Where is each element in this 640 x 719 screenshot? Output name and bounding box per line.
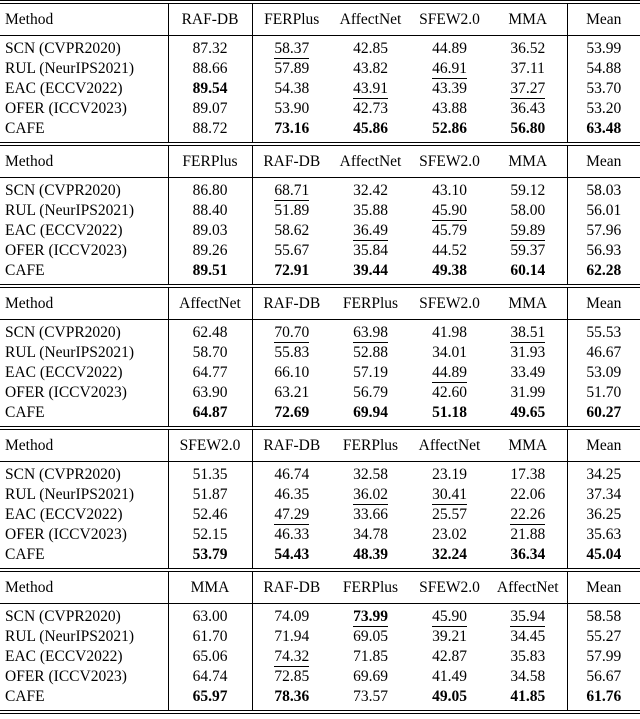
method-cell: CAFE — [5, 404, 45, 421]
underlined-value: 43.91 — [353, 80, 388, 97]
value-cell: 64.77 — [168, 363, 252, 383]
col-header-raf-db: RAF-DB — [168, 2, 252, 36]
value-cell: 69.69 — [353, 668, 388, 685]
value-cell: 55.83 — [252, 343, 331, 363]
value-cell: 72.91 — [252, 261, 331, 284]
value-cell: 46.35 — [252, 485, 331, 505]
value-cell: 46.67 — [567, 343, 640, 363]
table-row-cafe — [0, 545, 640, 568]
header-row — [0, 570, 640, 604]
value-cell: 53.09 — [567, 363, 640, 383]
underlined-value: 70.70 — [274, 324, 310, 341]
method-cell: OFER (ICCV2023) — [5, 668, 127, 685]
value-cell: 69.05 — [353, 628, 388, 645]
value-cell: 49.38 — [432, 262, 467, 279]
value-cell: 56.80 — [510, 120, 546, 137]
col-header-method: Method — [0, 144, 168, 178]
value-cell: 51.18 — [432, 404, 467, 421]
underlined-value: 45.90 — [432, 202, 467, 219]
underlined-value: 45.90 — [432, 608, 467, 625]
table-row-scn-cvpr2020 — [0, 604, 640, 628]
value-cell: 32.58 — [353, 466, 388, 483]
method-cell: EAC (ECCV2022) — [5, 506, 123, 523]
value-cell: 41.49 — [432, 668, 467, 685]
table-body — [0, 462, 640, 569]
method-cell: RUL (NeurIPS2021) — [5, 344, 135, 361]
method-cell: SCN (CVPR2020) — [5, 608, 121, 625]
value-cell — [489, 320, 567, 344]
value-cell: 55.53 — [567, 320, 640, 344]
value-cell — [410, 59, 489, 79]
value-cell: 74.09 — [252, 604, 331, 628]
value-cell: 57.96 — [567, 221, 640, 241]
value-cell: 72.85 — [252, 667, 331, 687]
value-cell — [252, 178, 331, 202]
table-row-rul-neurips2021 — [0, 59, 640, 79]
eval-table-source-mma — [0, 568, 640, 714]
value-cell: 42.87 — [432, 648, 467, 665]
value-cell: 35.63 — [567, 525, 640, 545]
value-cell: 36.34 — [510, 546, 546, 563]
value-cell: 23.19 — [432, 466, 467, 483]
value-cell: 44.52 — [432, 242, 467, 259]
value-cell: 56.93 — [567, 241, 640, 261]
value-cell — [331, 320, 410, 344]
table-row-scn-cvpr2020 — [0, 178, 640, 202]
value-cell: 52.46 — [168, 505, 252, 525]
method-cell: OFER (ICCV2023) — [5, 526, 127, 543]
value-cell: 54.38 — [252, 79, 331, 99]
method-cell: RUL (NeurIPS2021) — [5, 60, 135, 77]
table-body — [0, 36, 640, 143]
col-header-method: Method — [0, 428, 168, 462]
value-cell — [489, 505, 567, 525]
value-cell: 58.62 — [252, 221, 331, 241]
value-cell: 55.67 — [252, 241, 331, 261]
value-cell: 42.73 — [353, 100, 388, 117]
value-cell: 36.43 — [510, 100, 546, 117]
table-row-ofer-iccv2023 — [0, 667, 640, 687]
value-cell: 48.39 — [353, 546, 388, 563]
value-cell: 86.80 — [168, 178, 252, 202]
col-header-ferplus: FERPlus — [331, 570, 410, 604]
value-cell — [410, 485, 489, 505]
value-cell — [489, 221, 567, 241]
value-cell: 45.04 — [567, 545, 640, 568]
value-cell: 37.11 — [510, 60, 545, 77]
underlined-value: 46.91 — [432, 60, 467, 77]
method-cell: RUL (NeurIPS2021) — [5, 628, 135, 645]
method-cell: EAC (ECCV2022) — [5, 80, 123, 97]
col-header-mean: Mean — [567, 286, 640, 320]
col-header-raf-db: RAF-DB — [252, 570, 331, 604]
col-header-mean: Mean — [567, 570, 640, 604]
value-cell: 65.06 — [168, 647, 252, 667]
value-cell: 71.85 — [353, 648, 388, 665]
value-cell — [489, 79, 567, 99]
table-row-ofer-iccv2023 — [0, 241, 640, 261]
value-cell: 35.88 — [353, 202, 388, 219]
value-cell: 46.74 — [252, 462, 331, 486]
value-cell: 63.90 — [168, 383, 252, 403]
col-header-sfew2-0: SFEW2.0 — [168, 428, 252, 462]
eval-table-source-affectnet — [0, 284, 640, 426]
value-cell — [410, 201, 489, 221]
value-cell: 56.01 — [567, 201, 640, 221]
table-body — [0, 178, 640, 285]
col-header-affectnet: AffectNet — [331, 2, 410, 36]
value-cell: 69.94 — [353, 404, 388, 421]
col-header-ferplus: FERPlus — [168, 144, 252, 178]
value-cell — [331, 604, 410, 628]
value-cell: 63.00 — [168, 604, 252, 628]
value-cell: 58.58 — [567, 604, 640, 628]
value-cell: 53.70 — [567, 79, 640, 99]
table-row-ofer-iccv2023 — [0, 525, 640, 545]
value-cell: 37.34 — [567, 485, 640, 505]
table-row-scn-cvpr2020 — [0, 462, 640, 486]
header-row — [0, 144, 640, 178]
value-cell: 43.10 — [432, 182, 467, 199]
table-row-cafe — [0, 261, 640, 284]
value-cell: 46.33 — [252, 525, 331, 545]
value-cell: 88.72 — [168, 119, 252, 142]
value-cell: 22.06 — [510, 486, 546, 503]
table-row-rul-neurips2021 — [0, 201, 640, 221]
method-cell: CAFE — [5, 546, 45, 563]
value-cell: 44.89 — [432, 40, 467, 57]
value-cell: 87.32 — [168, 36, 252, 60]
method-cell: EAC (ECCV2022) — [5, 648, 123, 665]
eval-table-source-ferplus — [0, 142, 640, 284]
value-cell: 63.21 — [252, 383, 331, 403]
value-cell: 21.88 — [510, 526, 546, 543]
eval-table-source-raf-db — [0, 0, 640, 142]
value-cell: 31.99 — [510, 384, 546, 401]
col-header-affectnet: AffectNet — [410, 428, 489, 462]
value-cell: 73.16 — [252, 119, 331, 142]
underlined-value: 73.99 — [353, 608, 388, 625]
value-cell: 34.78 — [353, 526, 388, 543]
value-cell: 58.70 — [168, 343, 252, 363]
value-cell — [410, 363, 489, 383]
value-cell: 62.28 — [567, 261, 640, 284]
table-row-ofer-iccv2023 — [0, 99, 640, 119]
method-cell: CAFE — [5, 262, 45, 279]
value-cell: 65.97 — [168, 687, 252, 712]
method-cell: OFER (ICCV2023) — [5, 384, 127, 401]
method-cell: CAFE — [5, 120, 45, 137]
value-cell — [252, 647, 331, 667]
col-header-mma: MMA — [489, 144, 567, 178]
value-cell: 64.87 — [168, 403, 252, 426]
col-header-mma: MMA — [489, 428, 567, 462]
value-cell: 41.85 — [510, 688, 546, 705]
value-cell: 59.12 — [510, 182, 546, 199]
table-row-rul-neurips2021 — [0, 343, 640, 363]
method-cell: OFER (ICCV2023) — [5, 242, 127, 259]
value-cell — [410, 604, 489, 628]
value-cell: 60.27 — [567, 403, 640, 426]
value-cell — [331, 485, 410, 505]
col-header-mean: Mean — [567, 2, 640, 36]
underlined-value: 36.49 — [353, 222, 388, 239]
value-cell: 58.03 — [567, 178, 640, 202]
underlined-value: 74.32 — [274, 648, 310, 665]
header-row — [0, 286, 640, 320]
value-cell: 17.38 — [510, 466, 546, 483]
method-cell: SCN (CVPR2020) — [5, 466, 121, 483]
value-cell: 43.39 — [432, 80, 467, 97]
method-cell: CAFE — [5, 688, 45, 705]
table-row-cafe — [0, 119, 640, 142]
value-cell: 58.00 — [510, 202, 546, 219]
table-row-scn-cvpr2020 — [0, 320, 640, 344]
value-cell: 42.85 — [353, 40, 388, 57]
value-cell: 53.20 — [567, 99, 640, 119]
value-cell: 89.51 — [168, 261, 252, 284]
underlined-value: 59.89 — [510, 222, 546, 239]
value-cell: 51.87 — [168, 485, 252, 505]
value-cell: 43.88 — [432, 100, 467, 117]
value-cell: 89.03 — [168, 221, 252, 241]
table-row-scn-cvpr2020 — [0, 36, 640, 60]
value-cell: 54.43 — [252, 545, 331, 568]
value-cell: 57.99 — [567, 647, 640, 667]
table-row-eac-eccv2022 — [0, 647, 640, 667]
value-cell: 49.65 — [510, 404, 546, 421]
col-header-method: Method — [0, 570, 168, 604]
value-cell: 66.10 — [252, 363, 331, 383]
value-cell: 39.44 — [353, 262, 388, 279]
col-header-mma: MMA — [168, 570, 252, 604]
value-cell: 41.98 — [432, 324, 467, 341]
col-header-ferplus: FERPlus — [331, 286, 410, 320]
table-body — [0, 320, 640, 427]
value-cell: 89.26 — [168, 241, 252, 261]
underlined-value: 68.71 — [274, 182, 310, 199]
value-cell: 49.05 — [432, 688, 467, 705]
value-cell: 32.24 — [432, 546, 467, 563]
value-cell: 51.35 — [168, 462, 252, 486]
value-cell: 89.54 — [168, 79, 252, 99]
col-header-raf-db: RAF-DB — [252, 144, 331, 178]
value-cell — [331, 79, 410, 99]
col-header-mean: Mean — [567, 144, 640, 178]
value-cell: 53.90 — [252, 99, 331, 119]
underlined-value: 44.89 — [432, 364, 467, 381]
method-cell: SCN (CVPR2020) — [5, 324, 121, 341]
table-row-eac-eccv2022 — [0, 79, 640, 99]
col-header-mean: Mean — [567, 428, 640, 462]
value-cell: 36.52 — [510, 40, 546, 57]
value-cell: 34.58 — [510, 668, 546, 685]
method-cell: EAC (ECCV2022) — [5, 364, 123, 381]
value-cell: 42.60 — [432, 384, 467, 401]
value-cell: 33.49 — [510, 364, 546, 381]
col-header-sfew2-0: SFEW2.0 — [410, 2, 489, 36]
col-header-sfew2-0: SFEW2.0 — [410, 144, 489, 178]
value-cell: 56.67 — [567, 667, 640, 687]
value-cell: 52.15 — [168, 525, 252, 545]
underlined-value: 37.27 — [510, 80, 546, 97]
col-header-method: Method — [0, 286, 168, 320]
header-row — [0, 2, 640, 36]
value-cell: 34.25 — [567, 462, 640, 486]
value-cell: 45.86 — [353, 120, 388, 137]
value-cell: 53.79 — [168, 545, 252, 568]
value-cell: 61.70 — [168, 627, 252, 647]
underlined-value: 36.02 — [353, 486, 388, 503]
value-cell: 53.99 — [567, 36, 640, 60]
value-cell: 54.88 — [567, 59, 640, 79]
value-cell: 34.45 — [510, 628, 546, 645]
value-cell: 63.48 — [567, 119, 640, 142]
table-row-ofer-iccv2023 — [0, 383, 640, 403]
method-cell: OFER (ICCV2023) — [5, 100, 127, 117]
table-row-rul-neurips2021 — [0, 485, 640, 505]
underlined-value: 30.41 — [432, 486, 467, 503]
underlined-value: 35.94 — [510, 608, 546, 625]
col-header-raf-db: RAF-DB — [252, 428, 331, 462]
value-cell: 62.48 — [168, 320, 252, 344]
value-cell: 52.86 — [432, 120, 467, 137]
table-row-eac-eccv2022 — [0, 363, 640, 383]
col-header-sfew2-0: SFEW2.0 — [410, 286, 489, 320]
value-cell: 73.57 — [353, 688, 388, 705]
value-cell: 34.01 — [432, 344, 467, 361]
value-cell: 89.07 — [168, 99, 252, 119]
eval-table-source-sfew2-0 — [0, 426, 640, 568]
col-header-raf-db: RAF-DB — [252, 286, 331, 320]
value-cell: 57.19 — [353, 364, 388, 381]
value-cell: 88.66 — [168, 59, 252, 79]
value-cell: 56.79 — [353, 384, 388, 401]
value-cell: 64.74 — [168, 667, 252, 687]
value-cell: 72.69 — [252, 403, 331, 426]
col-header-affectnet: AffectNet — [331, 144, 410, 178]
value-cell: 45.79 — [432, 222, 467, 239]
underlined-value: 47.29 — [274, 506, 310, 523]
value-cell — [252, 505, 331, 525]
col-header-method: Method — [0, 2, 168, 36]
header-row — [0, 428, 640, 462]
value-cell: 57.89 — [252, 59, 331, 79]
col-header-affectnet: AffectNet — [168, 286, 252, 320]
value-cell: 33.66 — [353, 506, 388, 523]
underlined-value: 63.98 — [353, 324, 388, 341]
value-cell — [489, 604, 567, 628]
col-header-ferplus: FERPlus — [252, 2, 331, 36]
col-header-sfew2-0: SFEW2.0 — [410, 570, 489, 604]
method-cell: SCN (CVPR2020) — [5, 182, 121, 199]
underlined-value: 38.51 — [510, 324, 546, 341]
value-cell: 78.36 — [252, 687, 331, 712]
col-header-affectnet: AffectNet — [489, 570, 567, 604]
method-cell: SCN (CVPR2020) — [5, 40, 121, 57]
value-cell: 25.57 — [432, 506, 467, 523]
value-cell — [252, 36, 331, 60]
value-cell: 61.76 — [567, 687, 640, 712]
value-cell: 23.02 — [432, 526, 467, 543]
table-row-eac-eccv2022 — [0, 221, 640, 241]
value-cell: 88.40 — [168, 201, 252, 221]
method-cell: EAC (ECCV2022) — [5, 222, 123, 239]
value-cell: 60.14 — [510, 262, 546, 279]
value-cell: 55.27 — [567, 627, 640, 647]
value-cell: 52.88 — [353, 344, 388, 361]
table-body — [0, 604, 640, 713]
value-cell: 35.84 — [353, 242, 388, 259]
col-header-mma: MMA — [489, 286, 567, 320]
underlined-value: 58.37 — [274, 40, 310, 57]
table-row-cafe — [0, 403, 640, 426]
table-row-eac-eccv2022 — [0, 505, 640, 525]
value-cell: 43.82 — [353, 60, 388, 77]
value-cell: 31.93 — [510, 344, 546, 361]
value-cell: 59.37 — [510, 242, 546, 259]
table-row-rul-neurips2021 — [0, 627, 640, 647]
value-cell — [252, 320, 331, 344]
value-cell: 51.70 — [567, 383, 640, 403]
value-cell: 35.83 — [510, 648, 546, 665]
underlined-value: 22.26 — [510, 506, 546, 523]
method-cell: RUL (NeurIPS2021) — [5, 202, 135, 219]
value-cell: 32.42 — [353, 182, 388, 199]
value-cell: 36.25 — [567, 505, 640, 525]
value-cell — [331, 221, 410, 241]
table-row-cafe — [0, 687, 640, 712]
value-cell: 39.21 — [432, 628, 467, 645]
value-cell: 51.89 — [252, 201, 331, 221]
value-cell: 71.94 — [252, 627, 331, 647]
method-cell: RUL (NeurIPS2021) — [5, 486, 135, 503]
col-header-mma: MMA — [489, 2, 567, 36]
col-header-ferplus: FERPlus — [331, 428, 410, 462]
